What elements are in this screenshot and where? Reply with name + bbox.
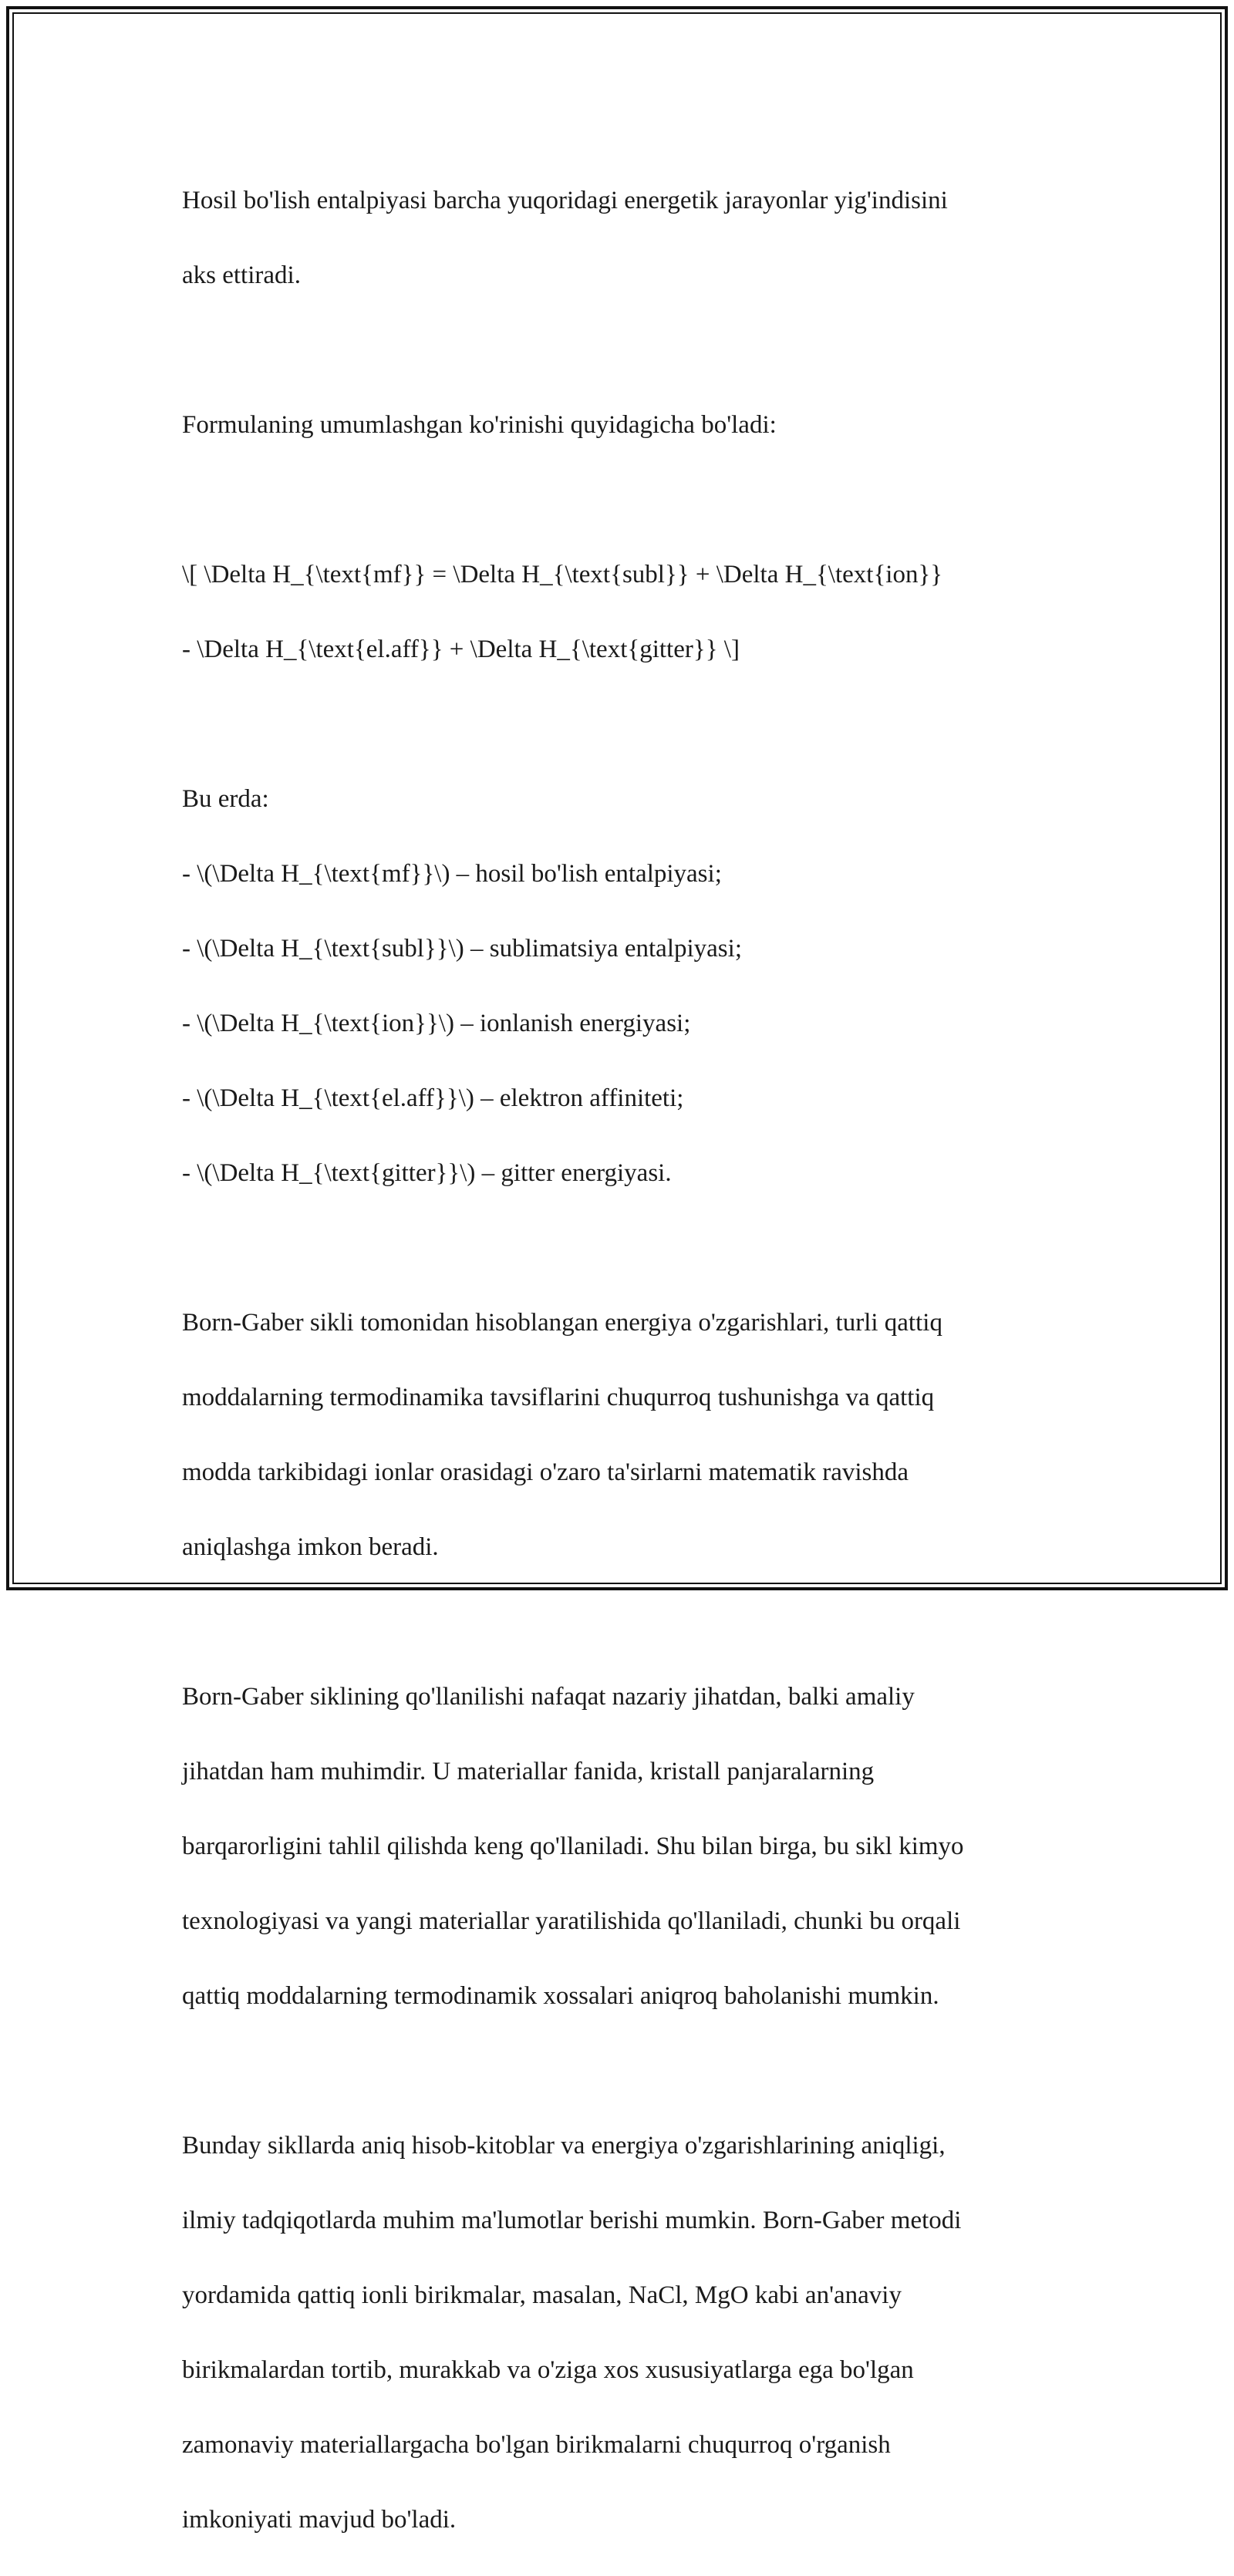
text-line: ilmiy tadqiqotlarda muhim ma'lumotlar berishi mumkin. Born-Gaber metodi <box>182 2206 962 2234</box>
definition-item: - \(\Delta H_{\text{ion}}\) – ionlanish energiyasi; <box>182 1009 691 1037</box>
formula-block <box>182 518 1061 706</box>
paragraph-formula-intro <box>182 369 1061 481</box>
formula-line: \[ \Delta H_{\text{mf}} = \Delta H_{\text{subl}} + \Delta H_{\text{ion}} <box>182 560 943 588</box>
definition-item: - \(\Delta H_{\text{subl}}\) – sublimatsiya entalpiyasi; <box>182 934 742 963</box>
text-line: aniqlashga imkon beradi. <box>182 1532 439 1561</box>
text-line: Bunday sikllarda aniq hisob-kitoblar va energiya o'zgarishlarining aniqligi, <box>182 2131 946 2160</box>
paragraph-applications <box>182 1640 1061 2052</box>
text-line: imkoniyati mavjud bo'ladi. <box>182 2505 457 2534</box>
text-line: moddalarning termodinamika tavsiflarini chuqurroq tushunishga va qattiq <box>182 1383 935 1411</box>
definitions-heading: Bu erda: <box>182 784 269 813</box>
text-line: texnologiyasi va yangi materiallar yaratilishida qo'llaniladi, chunki bu orqali <box>182 1907 961 1935</box>
definitions-list <box>182 743 1061 1229</box>
definition-item: - \(\Delta H_{\text{gitter}}\) – gitter energiyasi. <box>182 1158 672 1187</box>
definition-item: - \(\Delta H_{\text{mf}}\) – hosil bo'lish entalpiyasi; <box>182 859 722 888</box>
text-line: qattiq moddalarning termodinamik xossalari aniqroq baholanishi mumkin. <box>182 1981 939 2010</box>
text-line: modda tarkibidagi ionlar orasidagi o'zaro ta'sirlarni matematik ravishda <box>182 1458 909 1486</box>
text-line: barqarorligini tahlil qilishda keng qo'llaniladi. Shu bilan birga, bu sikl kimyo <box>182 1832 964 1860</box>
text-line: birikmalardan tortib, murakkab va o'ziga xos xususiyatlarga ega bo'lgan <box>182 2355 914 2384</box>
text-line: Born-Gaber sikli tomonidan hisoblangan energiya o'zgarishlari, turli qattiq <box>182 1308 942 1337</box>
document-body <box>182 144 1061 2576</box>
text-line: Born-Gaber siklining qo'llanilishi nafaqat nazariy jihatdan, balki amaliy <box>182 1682 915 1711</box>
paragraph-conclusion <box>182 2089 1061 2576</box>
paragraph-intro <box>182 144 1061 332</box>
text-line: yordamida qattiq ionli birikmalar, masalan, NaCl, MgO kabi an'anaviy <box>182 2281 902 2309</box>
text-line: Formulaning umumlashgan ko'rinishi quyidagicha bo'ladi: <box>182 410 777 439</box>
definition-item: - \(\Delta H_{\text{el.aff}}\) – elektron affiniteti; <box>182 1084 684 1112</box>
text-line: jihatdan ham muhimdir. U materiallar fanida, kristall panjaralarning <box>182 1757 875 1785</box>
text-line: zamonaviy materiallargacha bo'lgan birikmalarni chuqurroq o'rganish <box>182 2430 891 2459</box>
text-line: aks ettiradi. <box>182 261 301 289</box>
text-line: Hosil bo'lish entalpiyasi barcha yuqoridagi energetik jarayonlar yig'indisini <box>182 186 948 214</box>
paragraph-energy-changes <box>182 1266 1061 1603</box>
formula-line: - \Delta H_{\text{el.aff}} + \Delta H_{\text{gitter}} \] <box>182 635 740 663</box>
